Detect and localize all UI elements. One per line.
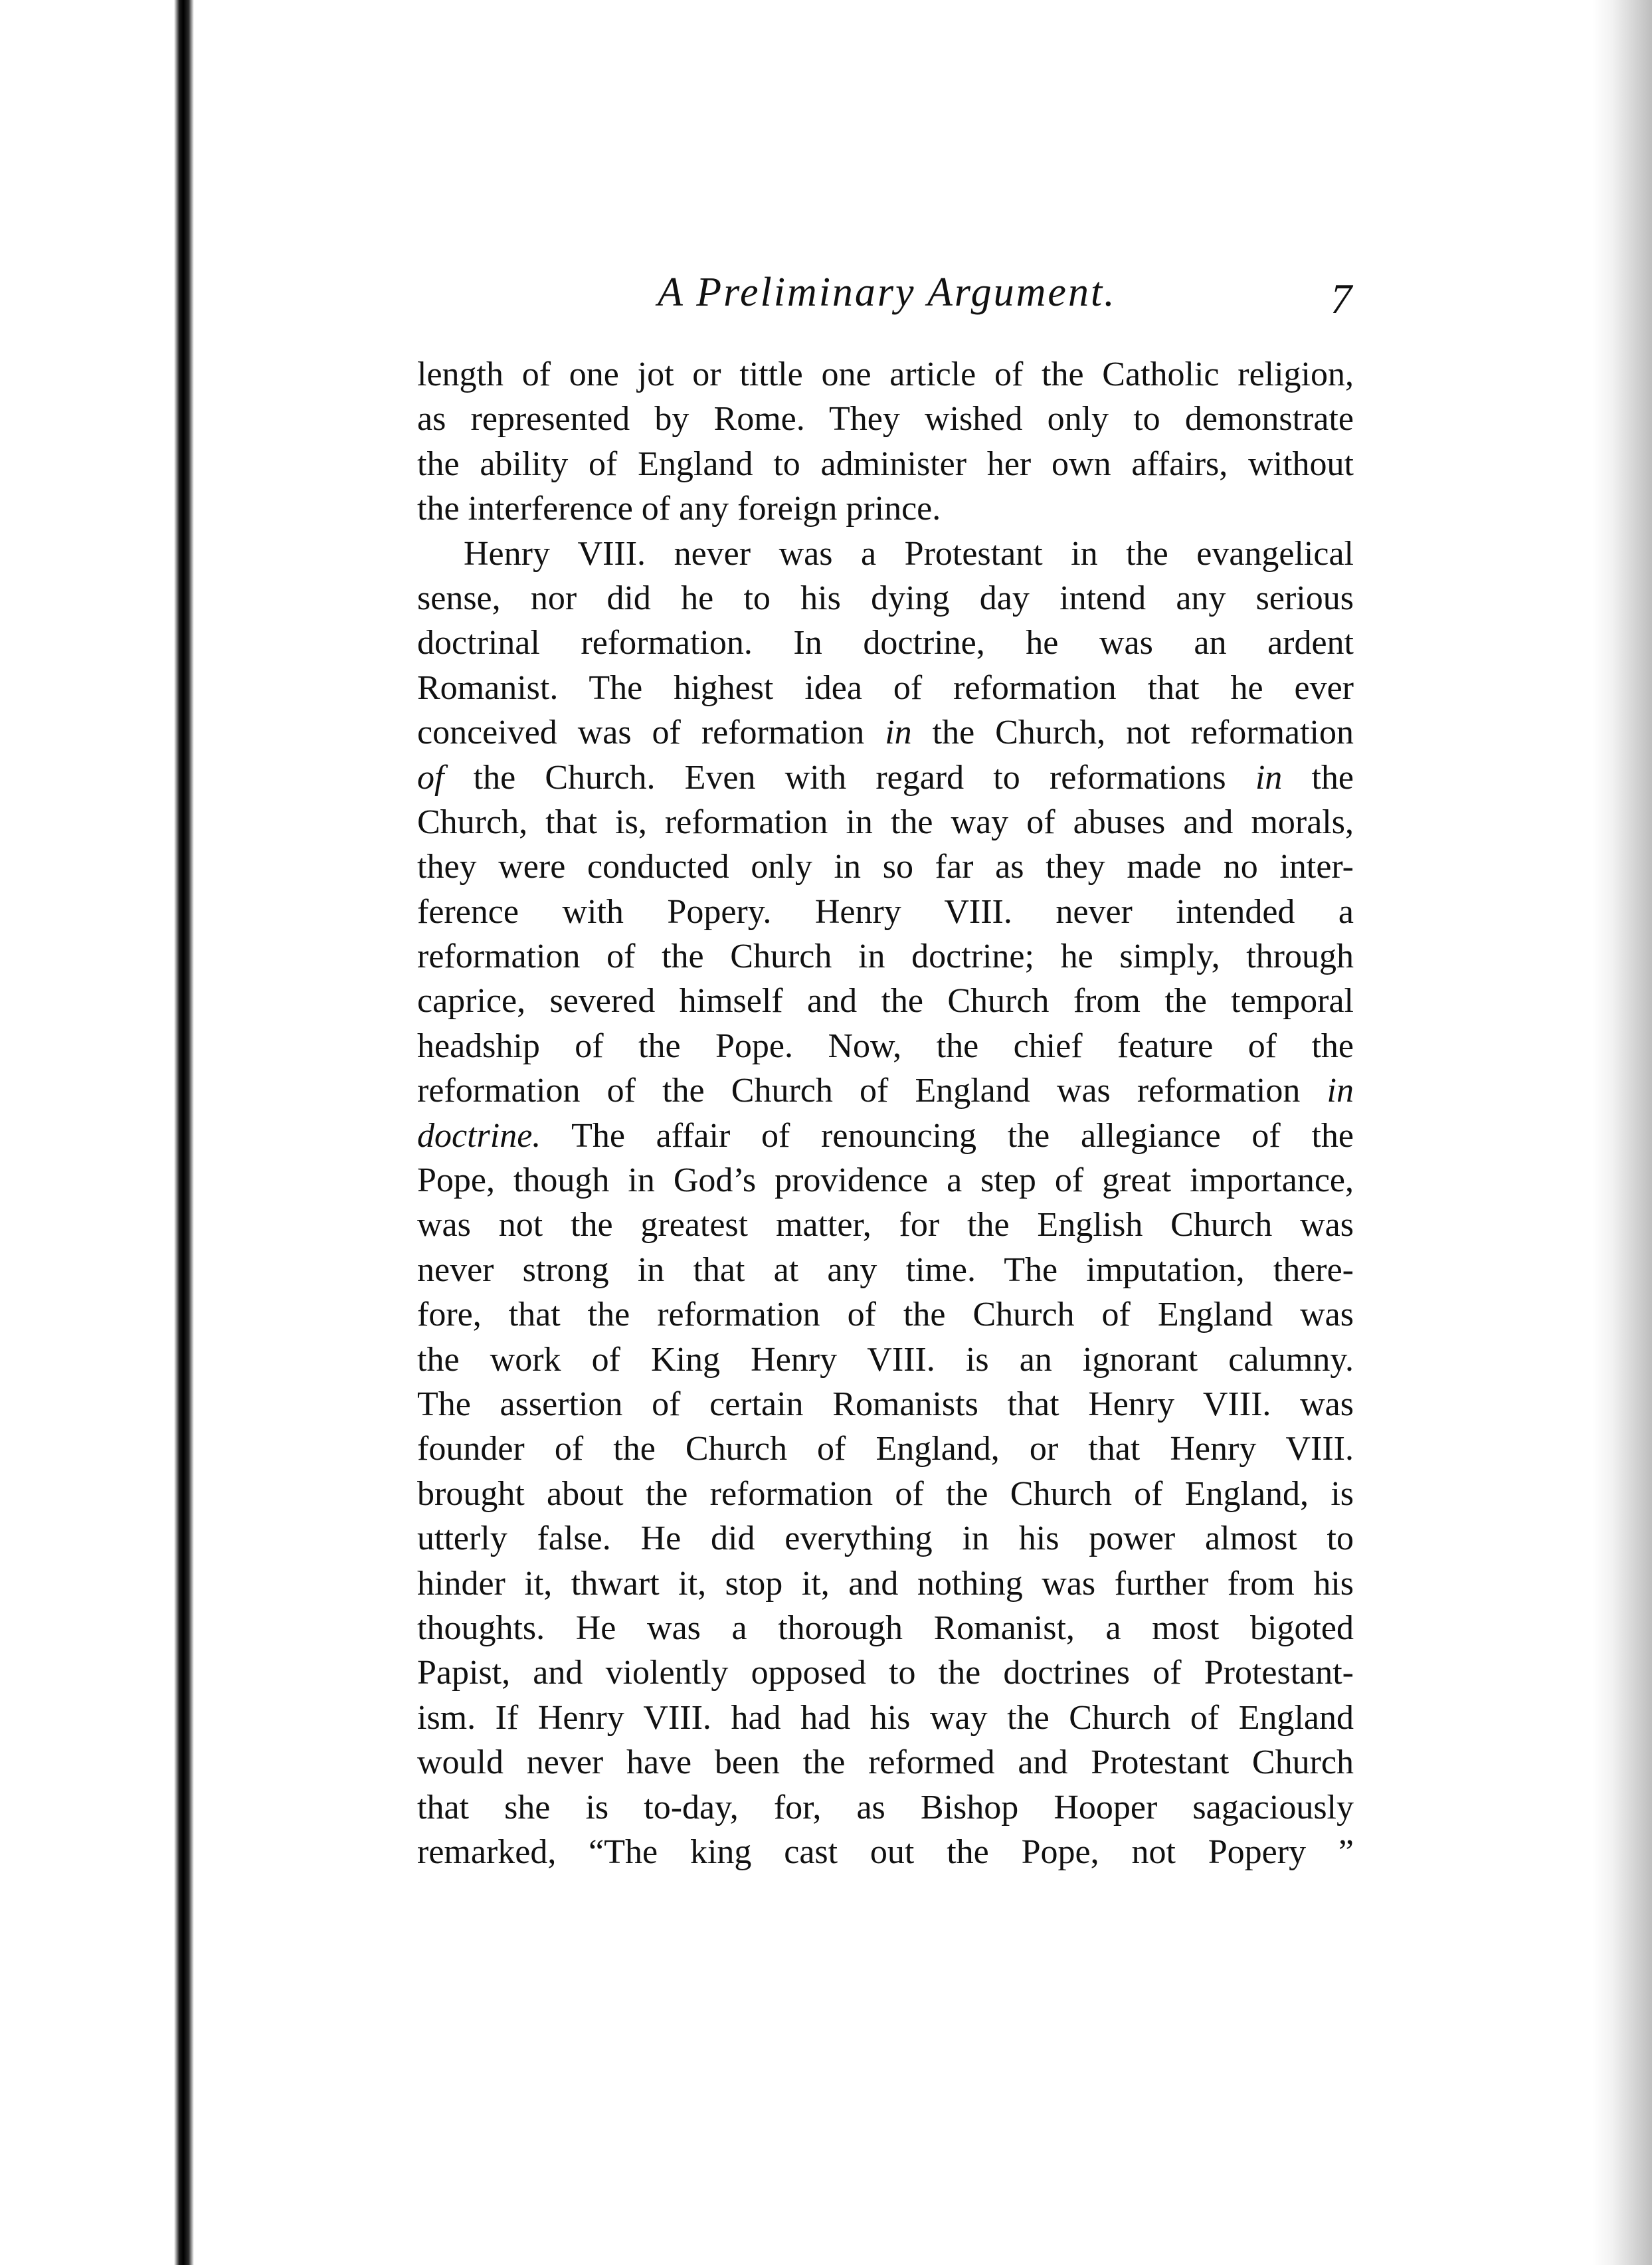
text-line — [417, 979, 1354, 1023]
text-line — [417, 1561, 1354, 1606]
italic-text: in — [1327, 1072, 1354, 1110]
text-segment: the Church, not reformation — [911, 714, 1354, 752]
text-segment: conceived was of reformation — [417, 714, 885, 752]
text-line — [417, 1292, 1354, 1337]
text-segment: reformation of the Church in doctrine; he simply, through — [417, 937, 1354, 976]
running-head — [422, 269, 1358, 342]
text-line — [417, 800, 1354, 844]
text-segment: never strong in that at any time. The imputation, there- — [417, 1250, 1354, 1289]
text-segment: length of one jot or tittle one article of the Catholic religion, — [417, 355, 1354, 393]
text-line — [417, 397, 1354, 441]
text-line — [417, 1650, 1354, 1695]
text-segment: utterly false. He did everything in his power almost to — [417, 1520, 1354, 1558]
text-segment: Henry VIII. never was a Protestant in the evangelical — [464, 534, 1354, 573]
text-line — [417, 1337, 1354, 1382]
text-segment: the — [1282, 758, 1354, 797]
text-segment: Church, that is, reformation in the way of abuses and morals, — [417, 803, 1354, 841]
text-line — [417, 1024, 1354, 1068]
text-segment: the Church. Even with regard to reformations — [444, 758, 1255, 797]
text-line — [417, 934, 1354, 979]
page-edge-shadow — [1592, 0, 1652, 2265]
text-segment: doctrinal reformation. In doctrine, he was an ardent — [417, 624, 1354, 662]
text-segment: brought about the reformation of the Church of England, is — [417, 1474, 1354, 1513]
text-line — [417, 1203, 1354, 1247]
text-line — [417, 1606, 1354, 1650]
text-segment: would never have been the reformed and Protestant Church — [417, 1743, 1354, 1782]
text-line — [417, 576, 1354, 621]
text-segment: ism. If Henry VIII. had had his way the Church of England — [417, 1698, 1354, 1737]
text-segment: The affair of renouncing the allegiance of the — [541, 1116, 1354, 1155]
text-segment: caprice, severed himself and the Church from the temporal — [417, 982, 1354, 1021]
text-line — [417, 844, 1354, 889]
text-segment: thoughts. He was a thorough Romanist, a most bigoted — [417, 1609, 1354, 1647]
text-line — [417, 1696, 1354, 1740]
text-segment: the interference of any foreign prince. — [417, 490, 941, 528]
text-line — [417, 442, 1354, 486]
text-line — [417, 1472, 1354, 1516]
text-line — [417, 1740, 1354, 1785]
text-line — [417, 1427, 1354, 1471]
text-line — [417, 1830, 1354, 1874]
text-segment: founder of the Church of England, or that Henry VIII. — [417, 1430, 1354, 1468]
italic-text: in — [1255, 758, 1283, 797]
text-segment: the work of King Henry VIII. is an ignorant calumny. — [417, 1340, 1354, 1379]
text-segment: the ability of England to administer her own affairs, without — [417, 444, 1354, 483]
text-segment: Romanist. The highest idea of reformation that he ever — [417, 668, 1354, 707]
text-segment: The assertion of certain Romanists that Henry VIII. was — [417, 1385, 1354, 1423]
text-line — [417, 1785, 1354, 1830]
text-line — [417, 532, 1354, 576]
text-line — [417, 352, 1354, 397]
text-segment: was not the greatest matter, for the English Church was — [417, 1206, 1354, 1244]
text-segment: they were conducted only in so far as they made no inter- — [417, 848, 1354, 886]
text-segment: sense, nor did he to his dying day intend any serious — [417, 579, 1354, 617]
text-line — [417, 1516, 1354, 1561]
italic-text: of — [417, 758, 444, 797]
page-number: 7 — [1331, 275, 1352, 322]
text-segment: hinder it, thwart it, stop it, and nothing was further from his — [417, 1564, 1354, 1603]
text-segment: reformation of the Church of England was reformation — [417, 1072, 1327, 1110]
italic-text: doctrine. — [417, 1116, 541, 1155]
text-segment: Papist, and violently opposed to the doctrines of Protestant- — [417, 1654, 1354, 1692]
body-text — [417, 352, 1354, 1874]
text-line — [417, 1248, 1354, 1292]
text-line — [417, 1068, 1354, 1113]
text-line — [417, 890, 1354, 934]
text-segment: remarked, “The king cast out the Pope, not Popery ” — [417, 1832, 1354, 1871]
text-segment: as represented by Rome. They wished only to demonstrate — [417, 400, 1354, 439]
text-line — [417, 1114, 1354, 1158]
text-line — [417, 666, 1354, 710]
text-segment: headship of the Pope. Now, the chief feature of the — [417, 1027, 1354, 1065]
text-segment: ference with Popery. Henry VIII. never intended a — [417, 892, 1354, 931]
binding-edge — [174, 0, 194, 2265]
text-segment: Pope, though in God’s providence a step of great importance, — [417, 1161, 1354, 1200]
text-segment: that she is to-day, for, as Bishop Hooper sagaciously — [417, 1788, 1354, 1826]
italic-text: in — [885, 714, 912, 752]
running-title: A Preliminary Argument. — [658, 270, 1117, 315]
text-line — [417, 755, 1354, 800]
text-line — [417, 1158, 1354, 1203]
text-line — [417, 710, 1354, 755]
text-segment: fore, that the reformation of the Church of England was — [417, 1296, 1354, 1334]
text-line — [417, 1382, 1354, 1427]
text-line — [417, 486, 1354, 531]
text-line — [417, 621, 1354, 665]
